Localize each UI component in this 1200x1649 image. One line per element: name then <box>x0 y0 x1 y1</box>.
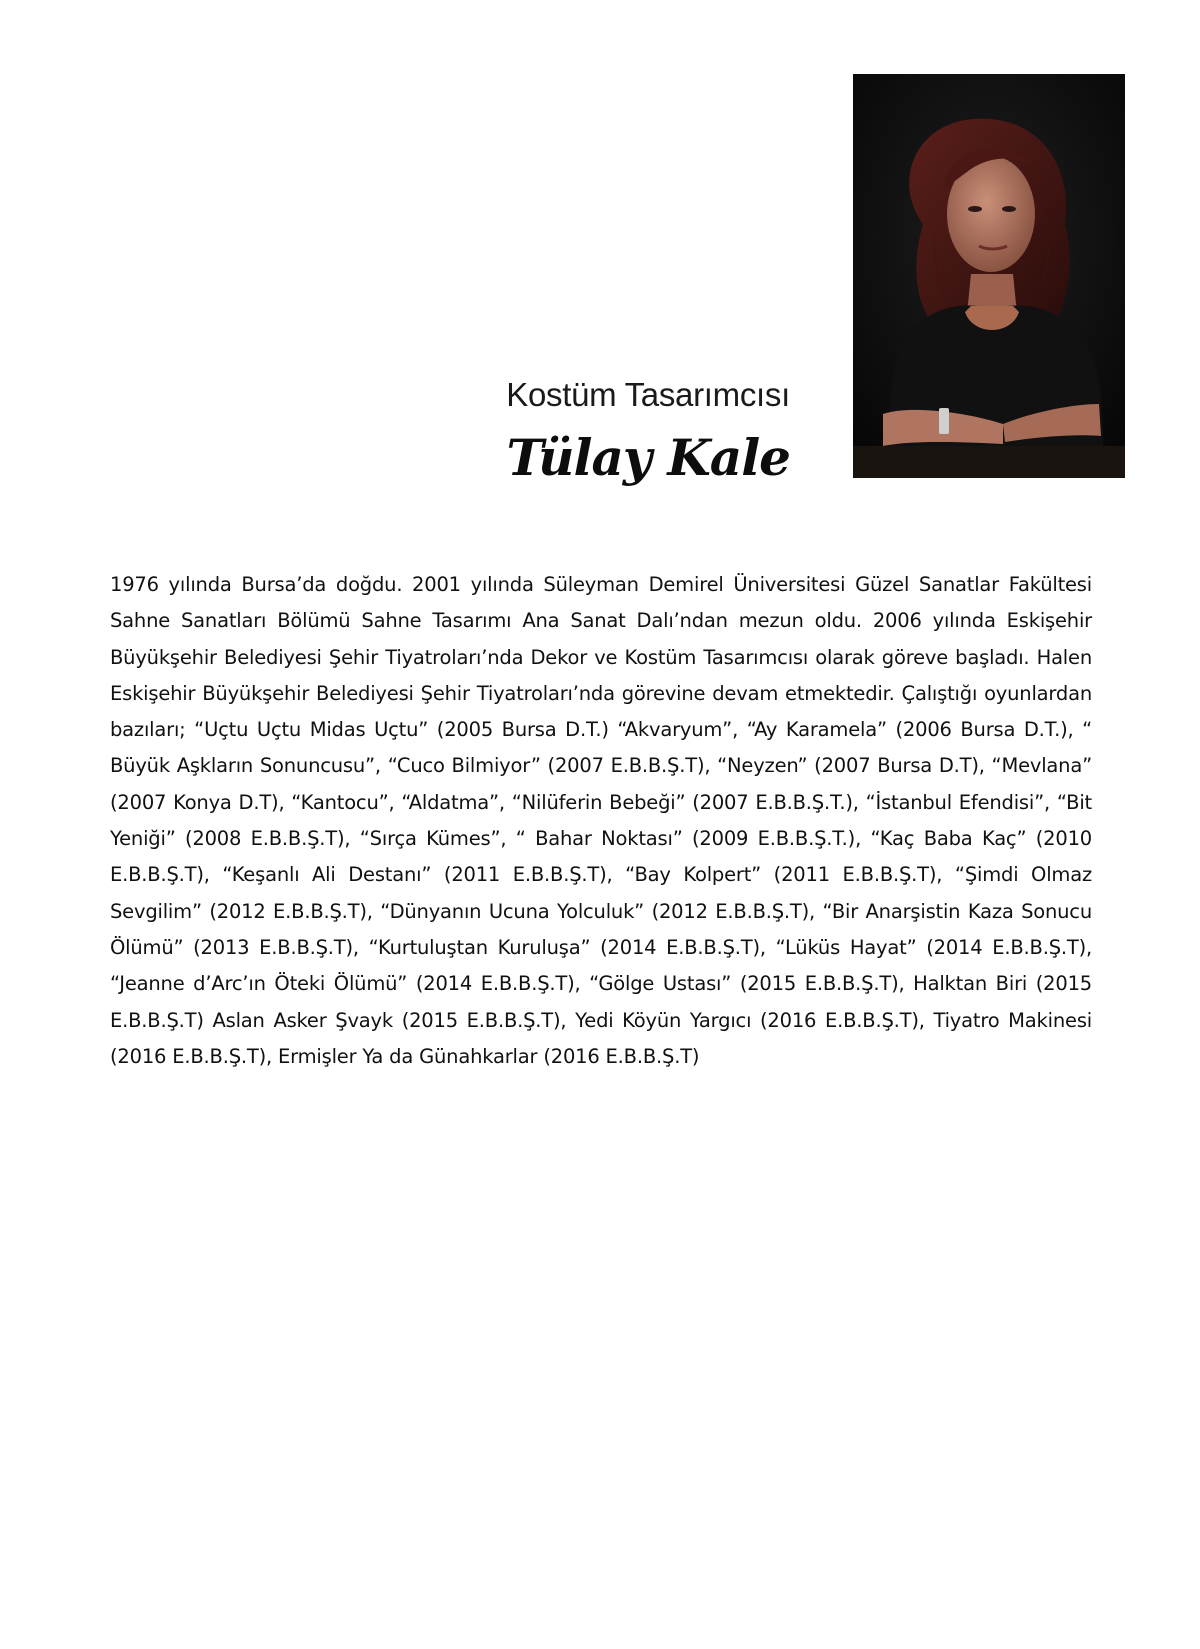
person-name: Tülay Kale <box>506 428 790 487</box>
portrait-illustration <box>853 74 1125 478</box>
biography-text: 1976 yılında Bursa’da doğdu. 2001 yılında Süleyman Demirel Üniversitesi Güzel Sanatlar Fakültesi Sahne Sanatları Bölümü Sahne Tasarımı Ana Sanat Dalı’ndan mezun oldu. 2006 yılında Eskişehir Büyükşehir Belediyesi Şehir Tiyatroları’nda Dekor ve Kostüm Tasarımcısı olarak göreve başladı. Halen Eskişehir Büyükşehir Belediyesi Şehir Tiyatroları’nda görevine devam etmektedir. Çalıştığı oyunlardan bazıları; “Uçtu Uçtu Midas Uçtu” (2005 Bursa D.T.) “Akvaryum”, “Ay Karamela” (2006 Bursa D.T.), “ Büyük Aşkların Sonuncusu”, “Cuco Bilmiyor” (2007 E.B.B.Ş.T), “Neyzen” (2007 Bursa D.T), “Mevlana” (2007 Konya D.T), “Kantocu”, “Aldatma”, “Nilüferin Bebeği” (2007 E.B.B.Ş.T.), “İstanbul Efendisi”, “Bit Yeniği” (2008 E.B.B.Ş.T), “Sırça Kümes”, “ Bahar Noktası” (2009 E.B.B.Ş.T.), “Kaç Baba Kaç” (2010 E.B.B.Ş.T), “Keşanlı Ali Destanı” (2011 E.B.B.Ş.T), “Bay Kolpert” (2011 E.B.B.Ş.T), “Şimdi Olmaz Sevgilim” (2012 E.B.B.Ş.T), “Dünyanın Ucuna Yolculuk” (2012 E.B.B.Ş.T), “Bir Anarşistin Kaza Sonucu Ölümü” (2013 E.B.B.Ş.T), “Kurtuluştan Kuruluşa” (2014 E.B.B.Ş.T), “Lüküs Hayat” (2014 E.B.B.Ş.T), “Jeanne d’Arc’ın Öteki Ölümü” (2014 E.B.B.Ş.T), “Gölge Ustası” (2015 E.B.B.Ş.T), Halktan Biri (2015 E.B.B.Ş.T) Aslan Asker Şvayk (2015 E.B.B.Ş.T), Yedi Köyün Yargıcı (2016 E.B.B.Ş.T), Tiyatro Makinesi (2016 E.B.B.Ş.T), Ermişler Ya da Günahkarlar (2016 E.B.B.Ş.T) <box>110 573 1092 1068</box>
role-title: Kostüm Tasarımcısı <box>506 376 790 413</box>
portrait-photo <box>853 74 1125 478</box>
